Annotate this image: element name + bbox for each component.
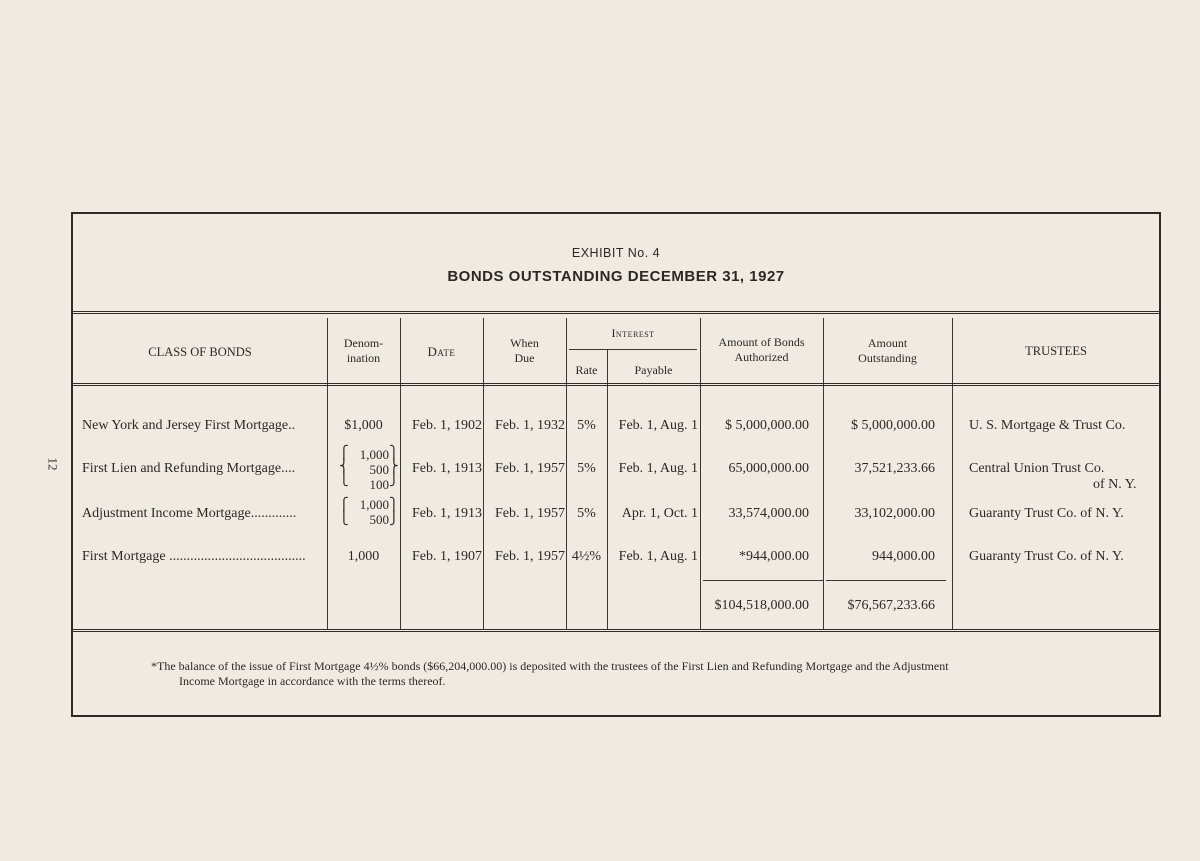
rate-cell: 5%: [577, 418, 596, 433]
header-trustees: TRUSTEES: [1025, 344, 1087, 358]
col-divider: [952, 318, 953, 629]
trustee-cell: Guaranty Trust Co. of N. Y.: [969, 506, 1124, 521]
date-cell: Feb. 1, 1907: [412, 549, 482, 564]
brace-icon: ⎫ ⎬ ⎭: [389, 445, 399, 486]
total-rule: [703, 580, 823, 581]
footnote-line-2: Income Mortgage in accordance with the terms thereof.: [179, 674, 446, 688]
date-cell: Feb. 1, 1913: [412, 506, 482, 521]
denom-cell: 1,000: [359, 447, 389, 462]
trustee-cell: Central Union Trust Co.: [969, 461, 1105, 476]
exhibit-label: EXHIBIT No. 4: [571, 246, 661, 260]
footnote: [151, 659, 1111, 689]
outstanding-cell: 33,102,000.00: [854, 506, 935, 521]
header-due-1: When: [510, 336, 539, 350]
footnote-line-1: *The balance of the issue of First Mortgage 4½% bonds ($66,204,000.00) is deposited with the trustees of the First Lien and Refunding Mortgage and the Adjustment: [151, 659, 949, 673]
header-rule: [73, 383, 1159, 386]
brace-icon: ⎧ ⎩: [339, 497, 349, 525]
brace-icon: ⎧ ⎨ ⎩: [339, 445, 349, 486]
denom-cell: 500: [369, 512, 389, 527]
page-number: 12: [45, 457, 61, 471]
date-cell: Feb. 1, 1902: [412, 418, 482, 433]
date-cell: Feb. 1, 1913: [412, 461, 482, 476]
due-cell: Feb. 1, 1957: [495, 506, 565, 521]
outstanding-cell: 37,521,233.66: [854, 461, 935, 476]
denom-cell: 100: [369, 477, 389, 492]
payable-cell: Feb. 1, Aug. 1: [618, 549, 698, 564]
trustee-cell-2: of N. Y.: [1093, 477, 1137, 492]
total-authorized: $104,518,000.00: [714, 598, 809, 613]
authorized-cell: $ 5,000,000.00: [725, 418, 809, 433]
header-interest: Interest: [611, 326, 655, 340]
denom-cell: 1,000: [347, 549, 380, 564]
header-rate: Rate: [575, 363, 598, 377]
denom-cell: $1,000: [344, 418, 383, 433]
authorized-cell: 33,574,000.00: [728, 506, 809, 521]
payable-cell: Apr. 1, Oct. 1: [621, 506, 698, 521]
class-cell: New York and Jersey First Mortgage..: [82, 418, 296, 433]
header-outstanding-1: Amount: [867, 336, 908, 350]
class-cell: First Lien and Refunding Mortgage....: [82, 461, 296, 476]
total-outstanding: $76,567,233.66: [847, 598, 935, 613]
header-due-2: Due: [514, 351, 535, 365]
exhibit-table-frame: [71, 212, 1161, 717]
header-payable: Payable: [634, 363, 673, 377]
outstanding-cell: $ 5,000,000.00: [851, 418, 935, 433]
interest-subrule: [569, 349, 697, 350]
title-rule: [73, 311, 1159, 314]
header-class: CLASS OF BONDS: [148, 345, 252, 359]
rate-cell: 5%: [577, 506, 596, 521]
payable-cell: Feb. 1, Aug. 1: [618, 461, 698, 476]
due-cell: Feb. 1, 1957: [495, 461, 565, 476]
outstanding-cell: 944,000.00: [872, 549, 935, 564]
table-bottom-rule: [73, 629, 1159, 632]
header-denom-2: ination: [346, 351, 381, 365]
trustee-cell: Guaranty Trust Co. of N. Y.: [969, 549, 1124, 564]
payable-cell: Feb. 1, Aug. 1: [618, 418, 698, 433]
col-divider: [607, 350, 608, 629]
class-cell: Adjustment Income Mortgage.............: [82, 506, 297, 521]
total-rule: [826, 580, 946, 581]
denom-cell: 500: [369, 462, 389, 477]
authorized-cell: *944,000.00: [739, 549, 809, 564]
header-authorized-1: Amount of Bonds: [718, 335, 805, 349]
rate-cell: 5%: [577, 461, 596, 476]
trustee-cell: U. S. Mortgage & Trust Co.: [969, 418, 1126, 433]
table-title: BONDS OUTSTANDING DECEMBER 31, 1927: [447, 268, 785, 285]
header-authorized-2: Authorized: [734, 350, 789, 364]
due-cell: Feb. 1, 1932: [495, 418, 565, 433]
denom-cell: 1,000: [359, 497, 389, 512]
class-cell: First Mortgage .......................................: [82, 549, 306, 564]
header-date: Date: [427, 344, 456, 359]
brace-icon: ⎫ ⎭: [389, 497, 399, 525]
authorized-cell: 65,000,000.00: [728, 461, 809, 476]
rate-cell: 4½%: [571, 549, 602, 564]
header-outstanding-2: Outstanding: [858, 351, 917, 365]
due-cell: Feb. 1, 1957: [495, 549, 565, 564]
title-block: [73, 214, 1159, 311]
header-denom-1: Denom-: [343, 336, 384, 350]
